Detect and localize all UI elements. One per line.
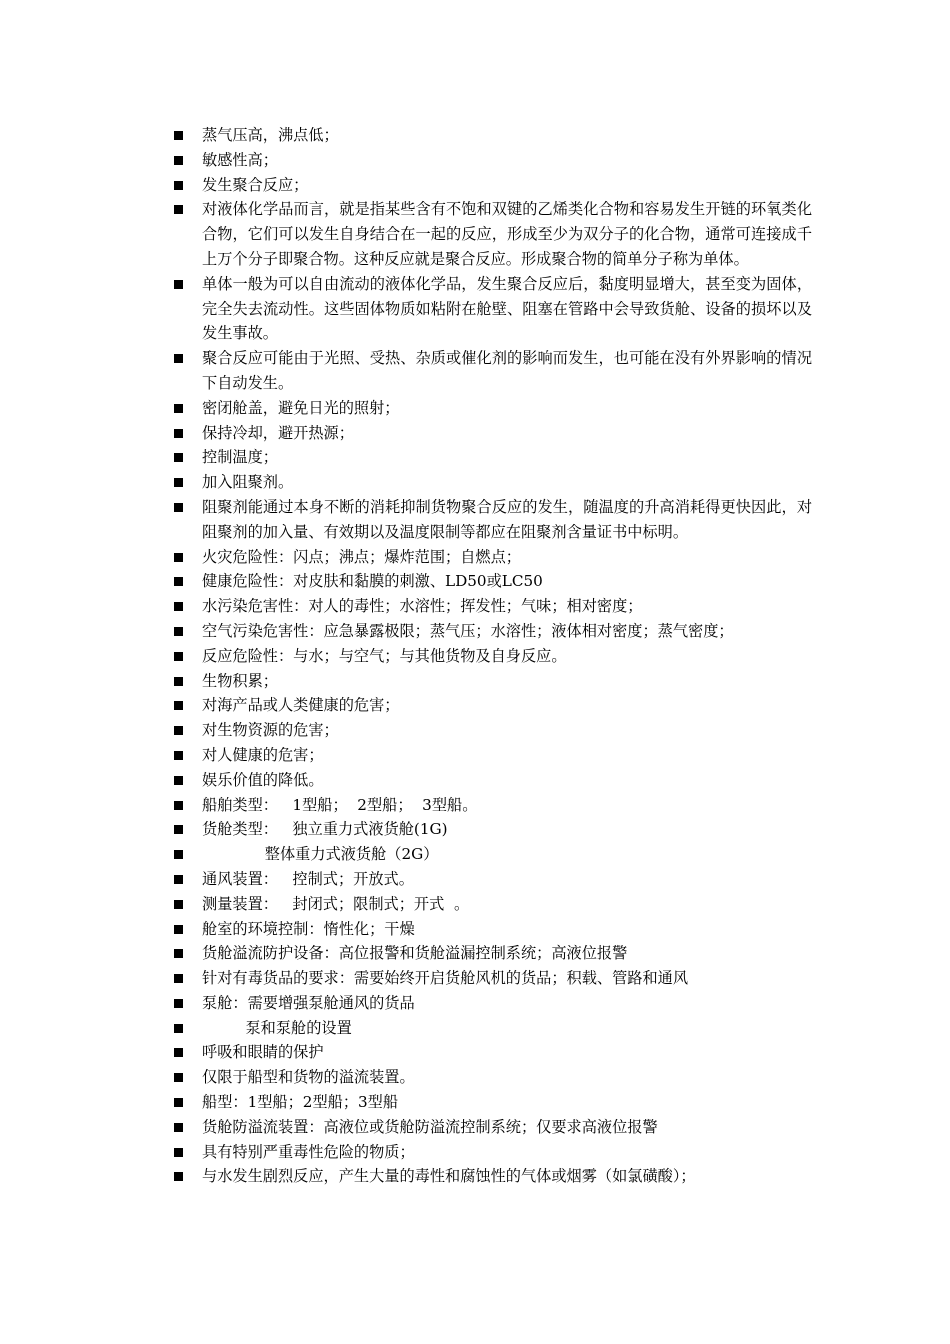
list-item (172, 693, 812, 718)
list-item (172, 396, 812, 421)
square-bullet-icon (174, 825, 183, 834)
list-item-text: 娱乐价值的降低。 (202, 770, 324, 789)
list-item-text: 对人健康的危害； (202, 745, 324, 764)
square-bullet-icon (174, 1024, 183, 1033)
list-item (172, 1040, 812, 1065)
square-bullet-icon (174, 602, 183, 611)
list-item (172, 346, 812, 396)
square-bullet-icon (174, 205, 183, 214)
list-item (172, 272, 812, 346)
list-item-text: 空气污染危害性：应急暴露极限；蒸气压；水溶性；液体相对密度；蒸气密度； (202, 621, 734, 640)
list-item-text: 保持冷却，避开热源； (202, 423, 354, 442)
square-bullet-icon (174, 701, 183, 710)
list-item (172, 842, 812, 867)
square-bullet-icon (174, 974, 183, 983)
square-bullet-icon (174, 1048, 183, 1057)
list-item (172, 421, 812, 446)
list-item-text: 泵和泵舱的设置 (202, 1018, 352, 1037)
list-item (172, 892, 812, 917)
list-item-text: 测量装置： 封闭式；限制式；开式 。 (202, 894, 470, 913)
square-bullet-icon (174, 801, 183, 810)
square-bullet-icon (174, 751, 183, 760)
list-item (172, 1090, 812, 1115)
list-item-text: 反应危险性：与水；与空气；与其他货物及自身反应。 (202, 646, 567, 665)
square-bullet-icon (174, 478, 183, 487)
list-item (172, 1065, 812, 1090)
square-bullet-icon (174, 280, 183, 289)
list-item-text: 仅限于船型和货物的溢流装置。 (202, 1068, 415, 1087)
list-item-text: 敏感性高； (202, 150, 278, 169)
list-item (172, 669, 812, 694)
list-item-text: 舱室的环境控制：惰性化；干燥 (202, 919, 415, 938)
list-item (172, 1140, 812, 1165)
list-item-text: 具有特别严重毒性危险的物质； (202, 1142, 415, 1161)
square-bullet-icon (174, 726, 183, 735)
list-item-text: 火灾危险性：闪点；沸点；爆炸范围；自燃点； (202, 547, 521, 566)
list-item (172, 545, 812, 570)
list-item-text: 发生聚合反应； (202, 175, 309, 194)
list-item-text: 密闭舱盖，避免日光的照射； (202, 398, 400, 417)
list-item-text: 阻聚剂能通过本身不断的消耗抑制货物聚合反应的发生，随温度的升高消耗得更快因此，对阻聚剂的加入量、有效期以及温度限制等都应在阻聚剂含量证书中标明。 (202, 497, 812, 541)
square-bullet-icon (174, 776, 183, 785)
square-bullet-icon (174, 131, 183, 140)
square-bullet-icon (174, 577, 183, 586)
square-bullet-icon (174, 850, 183, 859)
list-item-text: 单体一般为可以自由流动的液体化学品，发生聚合反应后，黏度明显增大，甚至变为固体，完全失去流动性。这些固体物质如粘附在舱壁、阻塞在管路中会导致货舱、设备的损坏以及发生事故。 (202, 274, 812, 343)
square-bullet-icon (174, 156, 183, 165)
list-item (172, 197, 812, 271)
list-item-text: 与水发生剧烈反应，产生大量的毒性和腐蚀性的气体或烟雾（如氯磺酸）； (202, 1167, 696, 1186)
list-item-text: 泵舱：需要增强泵舱通风的货品 (202, 993, 415, 1012)
bullet-list (172, 123, 812, 1189)
list-item (172, 743, 812, 768)
square-bullet-icon (174, 652, 183, 661)
list-item-text: 针对有毒货品的要求：需要始终开启货舱风机的货品；积载、管路和通风 (202, 969, 688, 988)
square-bullet-icon (174, 181, 183, 190)
square-bullet-icon (174, 553, 183, 562)
list-item-text: 水污染危害性：对人的毒性；水溶性；挥发性；气味；相对密度； (202, 597, 643, 616)
list-item (172, 718, 812, 743)
square-bullet-icon (174, 900, 183, 909)
square-bullet-icon (174, 429, 183, 438)
list-item-text: 健康危险性：对皮肤和黏膜的刺激、LD50或LC50 (202, 572, 543, 591)
list-item-text: 控制温度； (202, 448, 278, 467)
list-item (172, 817, 812, 842)
square-bullet-icon (174, 925, 183, 934)
list-item-text: 通风装置： 控制式；开放式。 (202, 869, 414, 888)
list-item-text: 聚合反应可能由于光照、受热、杂质或催化剂的影响而发生，也可能在没有外界影响的情况下自动发生。 (202, 349, 812, 392)
list-item-text: 蒸气压高，沸点低； (202, 126, 339, 144)
list-item-text: 货舱类型： 独立重力式液货舱(1G) (202, 820, 448, 839)
square-bullet-icon (174, 627, 183, 636)
list-item (172, 1016, 812, 1041)
list-item (172, 1115, 812, 1140)
square-bullet-icon (174, 1148, 183, 1157)
list-item (172, 644, 812, 669)
list-item (172, 917, 812, 942)
list-item (172, 793, 812, 818)
square-bullet-icon (174, 1098, 183, 1107)
list-item (172, 941, 812, 966)
list-item-text: 船舶类型： 1型船； 2型船； 3型船。 (202, 795, 478, 814)
list-item (172, 991, 812, 1016)
list-item (172, 495, 812, 545)
list-item (172, 123, 812, 148)
square-bullet-icon (174, 875, 183, 884)
list-item-text: 对海产品或人类健康的危害； (202, 696, 400, 715)
list-item-text: 货舱防溢流装置：高液位或货舱防溢流控制系统；仅要求高液位报警 (202, 1117, 658, 1136)
square-bullet-icon (174, 1123, 183, 1132)
square-bullet-icon (174, 677, 183, 686)
list-item (172, 569, 812, 594)
list-item-text: 货舱溢流防护设备：高位报警和货舱溢漏控制系统；高液位报警 (202, 944, 628, 963)
square-bullet-icon (174, 453, 183, 462)
list-item-text: 对生物资源的危害； (202, 721, 339, 740)
square-bullet-icon (174, 404, 183, 413)
list-item (172, 594, 812, 619)
square-bullet-icon (174, 503, 183, 512)
list-item (172, 445, 812, 470)
list-item (172, 148, 812, 173)
square-bullet-icon (174, 999, 183, 1008)
list-item (172, 966, 812, 991)
list-item-text: 生物积累； (202, 671, 278, 690)
list-item (172, 619, 812, 644)
list-item-text: 对液体化学品而言，就是指某些含有不饱和双键的乙烯类化合物和容易发生开链的环氧类化合物，它们可以发生自身结合在一起的反应，形成至少为双分子的化合物，通常可连接成千上万个分子即聚合物。这种反应就是聚合反应。形成聚合物的简单分子称为单体。 (202, 200, 812, 268)
list-item-text: 船型：1型船；2型船；3型船 (202, 1093, 399, 1112)
list-item-text: 呼吸和眼睛的保护 (202, 1043, 324, 1062)
list-item-text: 整体重力式液货舱（2G） (202, 845, 439, 864)
square-bullet-icon (174, 1073, 183, 1082)
list-item (172, 1164, 812, 1189)
square-bullet-icon (174, 354, 183, 363)
list-item (172, 173, 812, 198)
square-bullet-icon (174, 1172, 183, 1181)
list-item-text: 加入阻聚剂。 (202, 473, 294, 492)
list-item (172, 470, 812, 495)
list-item (172, 768, 812, 793)
square-bullet-icon (174, 949, 183, 958)
list-item (172, 867, 812, 892)
